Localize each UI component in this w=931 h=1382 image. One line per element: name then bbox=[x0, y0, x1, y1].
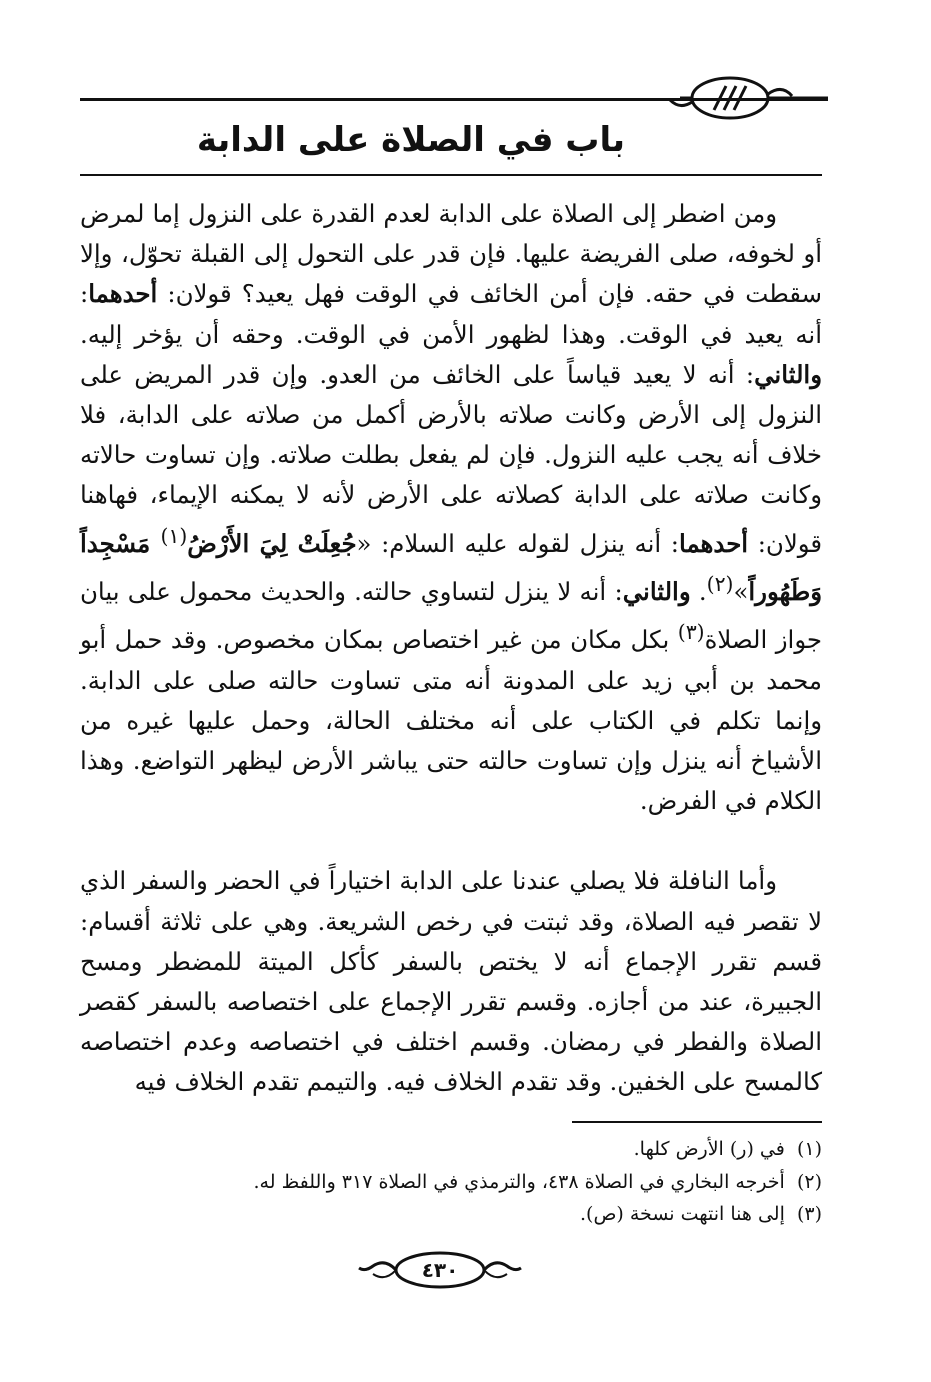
label-first-2: أحدهما bbox=[679, 528, 749, 558]
paragraph-gap bbox=[80, 821, 822, 861]
footnote-number: (٢) bbox=[796, 1170, 822, 1193]
paragraph-1-second-2: : أنه لا ينزل لتساوي حالته. والحديث محمول على بيان جواز الصلاة bbox=[80, 577, 822, 655]
footnote-2 bbox=[80, 1166, 822, 1199]
footnote-number: (١) bbox=[796, 1138, 822, 1160]
hadith-text-2: مَسْجِداً وَطَهُوراً bbox=[80, 528, 822, 607]
footnote-3 bbox=[80, 1198, 822, 1231]
footnote-text: إلى هنا انتهت نسخة (ص). bbox=[580, 1203, 785, 1225]
title-rule bbox=[80, 174, 822, 176]
paragraph-2-text: وأما النافلة فلا يصلي عندنا على الدابة اختياراً في الحضر والسفر الذي لا تقصر فيه الصلاة، وقد ثبتت في رخص الشريعة. وهي على ثلاثة أقسام: قسم تقرر الإجماع أنه لا يختص بالسفر كأكل الميتة للمضطر ومسح الجبيرة، عند من أجازه. وقسم تقرر الإجماع على اختصاصه بالسفر كقصر الصلاة والفطر في رمضان. وقسم اختلف في اختصاصه وعدم اختصاصه كالمسح على الخفين. وقد تقدم الخلاف فيه. والتيمم تقدم الخلاف فيه bbox=[80, 866, 822, 1097]
footnote-text: في (ر) الأرض كلها. bbox=[633, 1138, 785, 1160]
label-second-2: والثاني bbox=[622, 577, 691, 607]
hadith-text: جُعِلَتْ لِيَ الأَرْضُ bbox=[187, 528, 357, 558]
hadith-close: » bbox=[733, 577, 749, 607]
footnote-mark-3: (٣) bbox=[677, 620, 705, 645]
header-rule bbox=[80, 98, 828, 101]
page-number-ornament bbox=[355, 1248, 525, 1292]
footnote-text: أخرجه البخاري في الصلاة ٤٣٨، والترمذي في الصلاة ٣١٧ واللفظ له. bbox=[253, 1170, 785, 1193]
paragraph-1-closing: بكل مكان من غير اختصاص بمكان مخصوص. وقد حمل أبو محمد بن أبي زيد على المدونة أنه متى تساوت حالته صلى على الدابة. وإنما تكلم في الكتاب على أنه مختلف الحالة، وحمل عليها غيره من الأشياخ أنه ينزل وإن تساوت حالته حتى يباشر الأرض ليظهر التواضع. وهذا الكلام في الفرض. bbox=[80, 625, 822, 816]
page-number: ٤٣٠ bbox=[421, 1258, 459, 1282]
paragraph-1-text: ومن اضطر إلى الصلاة على الدابة لعدم القدرة على النزول إما لمرض أو لخوفه، صلى الفريضة عليها. فإن قدر على التحول إلى القبلة تحوّل، وإلا سقطت في حقه. فإن أمن الخائف في الوقت فهل يعيد؟ قولان: bbox=[80, 199, 822, 309]
main-text bbox=[80, 194, 822, 1103]
footnote-1 bbox=[80, 1133, 822, 1166]
footnote-mark-1: (١) bbox=[160, 523, 188, 548]
paragraph-2 bbox=[80, 861, 822, 1102]
label-first: أحدهما bbox=[88, 279, 158, 309]
footnote-mark-2: (٢) bbox=[706, 571, 734, 596]
paragraph-1 bbox=[80, 194, 822, 821]
footnotes bbox=[80, 1133, 822, 1231]
footnote-rule bbox=[572, 1121, 822, 1123]
paragraph-1-first: : أنه يعيد في الوقت. وهذا لظهور الأمن في الوقت. وحقه أن يؤخر إليه. bbox=[80, 279, 822, 349]
label-second: والثاني bbox=[754, 359, 822, 389]
chapter-title: باب في الصلاة على الدابة bbox=[196, 120, 625, 160]
paragraph-1-second: : أنه لا يعيد قياساً على الخائف من العدو. وإن قدر المريض على النزول إلى الأرض وكانت صلاته بالأرض أكمل من صلاته على الدابة، فلا خلاف أنه يجب عليه النزول. فإن لم يفعل بطلت صلاته. وإن تساوت حالاته وكانت صلاته على الدابة كصلاته على الأرض لأنه لا يمكنه الإيماء، فهاهنا قولان: bbox=[80, 359, 822, 558]
footnote-number: (٣) bbox=[796, 1203, 822, 1225]
after-hadith: . bbox=[690, 577, 707, 607]
paragraph-1-first-2: : أنه ينزل لقوله عليه السلام: « bbox=[356, 528, 680, 558]
